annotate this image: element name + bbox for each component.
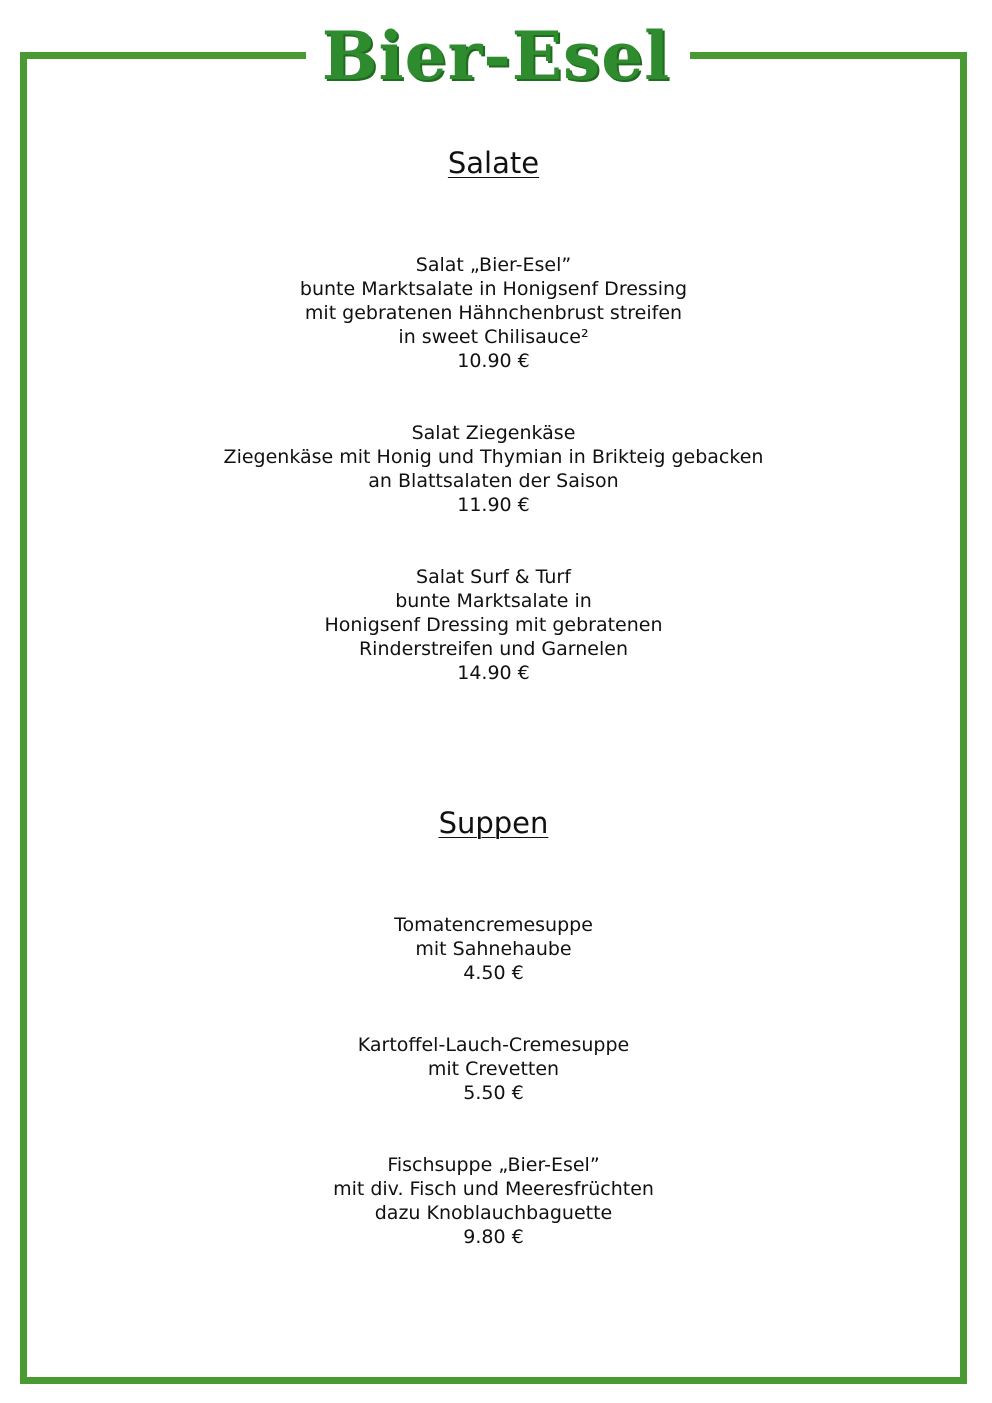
item-description: Rinderstreifen und Garnelen — [358, 638, 629, 660]
frame-left — [20, 52, 27, 1384]
menu-item-tomatencremesuppe — [27, 913, 960, 985]
item-name: Salat „Bier-Esel” — [415, 254, 572, 276]
item-price: 14.90 € — [457, 662, 530, 684]
item-name: Kartoffel-Lauch-Cremesuppe — [357, 1034, 630, 1056]
item-description: mit Crevetten — [427, 1058, 560, 1080]
item-price: 10.90 € — [457, 350, 530, 372]
item-description: mit gebratenen Hähnchenbrust streifen — [304, 302, 683, 324]
item-price: 4.50 € — [463, 962, 524, 984]
item-name: Tomatencremesuppe — [394, 914, 593, 936]
section-title-suppen: Suppen — [438, 806, 549, 840]
item-name: Fischsuppe „Bier-Esel” — [387, 1154, 600, 1176]
item-description: mit Sahnehaube — [415, 938, 572, 960]
item-price: 5.50 € — [463, 1082, 524, 1104]
item-description: bunte Marktsalate in Honigsenf Dressing — [299, 278, 688, 300]
menu-item-kartoffel-lauch-cremesuppe — [27, 1033, 960, 1105]
item-description: dazu Knoblauchbaguette — [374, 1202, 613, 1224]
menu-item-salat-surf-turf — [27, 565, 960, 685]
menu-item-salat-bier-esel — [27, 253, 960, 373]
frame-bottom — [20, 1377, 967, 1384]
item-name: Salat Ziegenkäse — [411, 422, 576, 444]
item-description: Honigsenf Dressing mit gebratenen — [324, 614, 663, 636]
logo — [318, 8, 674, 104]
menu-item-salat-ziegenkaese — [27, 421, 960, 517]
item-description: in sweet Chilisauce² — [398, 326, 589, 348]
frame-top-right — [690, 52, 967, 59]
logo-text: Bier-Esel — [321, 17, 671, 95]
item-description: Ziegenkäse mit Honig und Thymian in Brikteig gebacken — [223, 446, 764, 468]
frame-right — [960, 52, 967, 1384]
item-description: bunte Marktsalate in — [395, 590, 592, 612]
menu-item-fischsuppe-bier-esel — [27, 1153, 960, 1249]
item-price: 11.90 € — [457, 494, 530, 516]
frame-top-left — [20, 52, 306, 59]
section-title-salate: Salate — [447, 146, 540, 180]
item-name: Salat Surf & Turf — [416, 566, 571, 588]
item-price: 9.80 € — [463, 1226, 524, 1248]
item-description: mit div. Fisch und Meeresfrüchten — [333, 1178, 654, 1200]
item-description: an Blattsalaten der Saison — [368, 470, 619, 492]
